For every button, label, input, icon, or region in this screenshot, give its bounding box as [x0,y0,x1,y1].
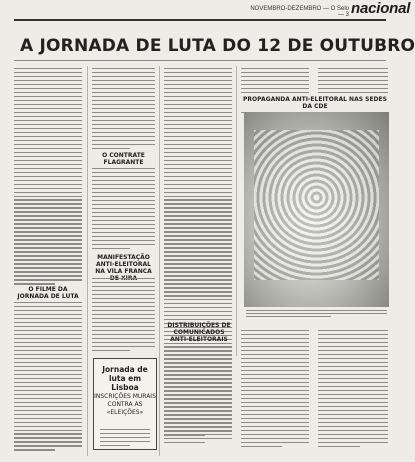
subhead-propaganda: PROPAGANDA ANTI-ELEITORAL NAS SEDES DA CDE [241,96,389,110]
subhead-manifestacao: MANIFESTAÇÃO ANTI-ELEITORAL NA VILA FRANCA [95,254,152,275]
section-title: nacional [351,0,411,17]
column-divider [159,66,160,456]
box-subtitle: INSCRIÇÕES MURAIS CONTRA AS «ELEIÇÕES» [94,393,156,416]
box-body [100,429,150,449]
subhead-o-filme: O FILME DA JORNADA DE LUTA [17,286,79,300]
issue-date-line: NOVEMBRO-DEZEMBRO — O Selo — 3 [250,6,349,18]
photo-crowd [244,112,389,307]
article-column-4b [241,330,309,450]
subhead-distribuicoes: DISTRIBUIÇÕES DE COMUNICADOS ANTI-ELEITORAIS [167,322,231,343]
subhead-contrate: O CONTRATE FLAGRANTE [102,152,145,166]
article-column-5b [318,330,388,450]
column-divider [236,66,237,356]
box-title: Jornada de luta em Lisboa [102,365,148,392]
masthead-rule [14,19,386,21]
article-column-2a [92,68,155,152]
column-divider [87,66,88,456]
boxed-story [93,358,157,450]
article-column-3b [164,346,232,446]
article-column-2b [92,168,155,252]
article-column-1a [14,68,82,287]
photo-caption [246,310,387,318]
article-column-1b [14,302,82,453]
headline-rule [14,60,386,61]
main-headline: A JORNADA DE LUTA DO 12 DE OUTUBRO [20,36,415,56]
article-column-2c [92,278,155,354]
